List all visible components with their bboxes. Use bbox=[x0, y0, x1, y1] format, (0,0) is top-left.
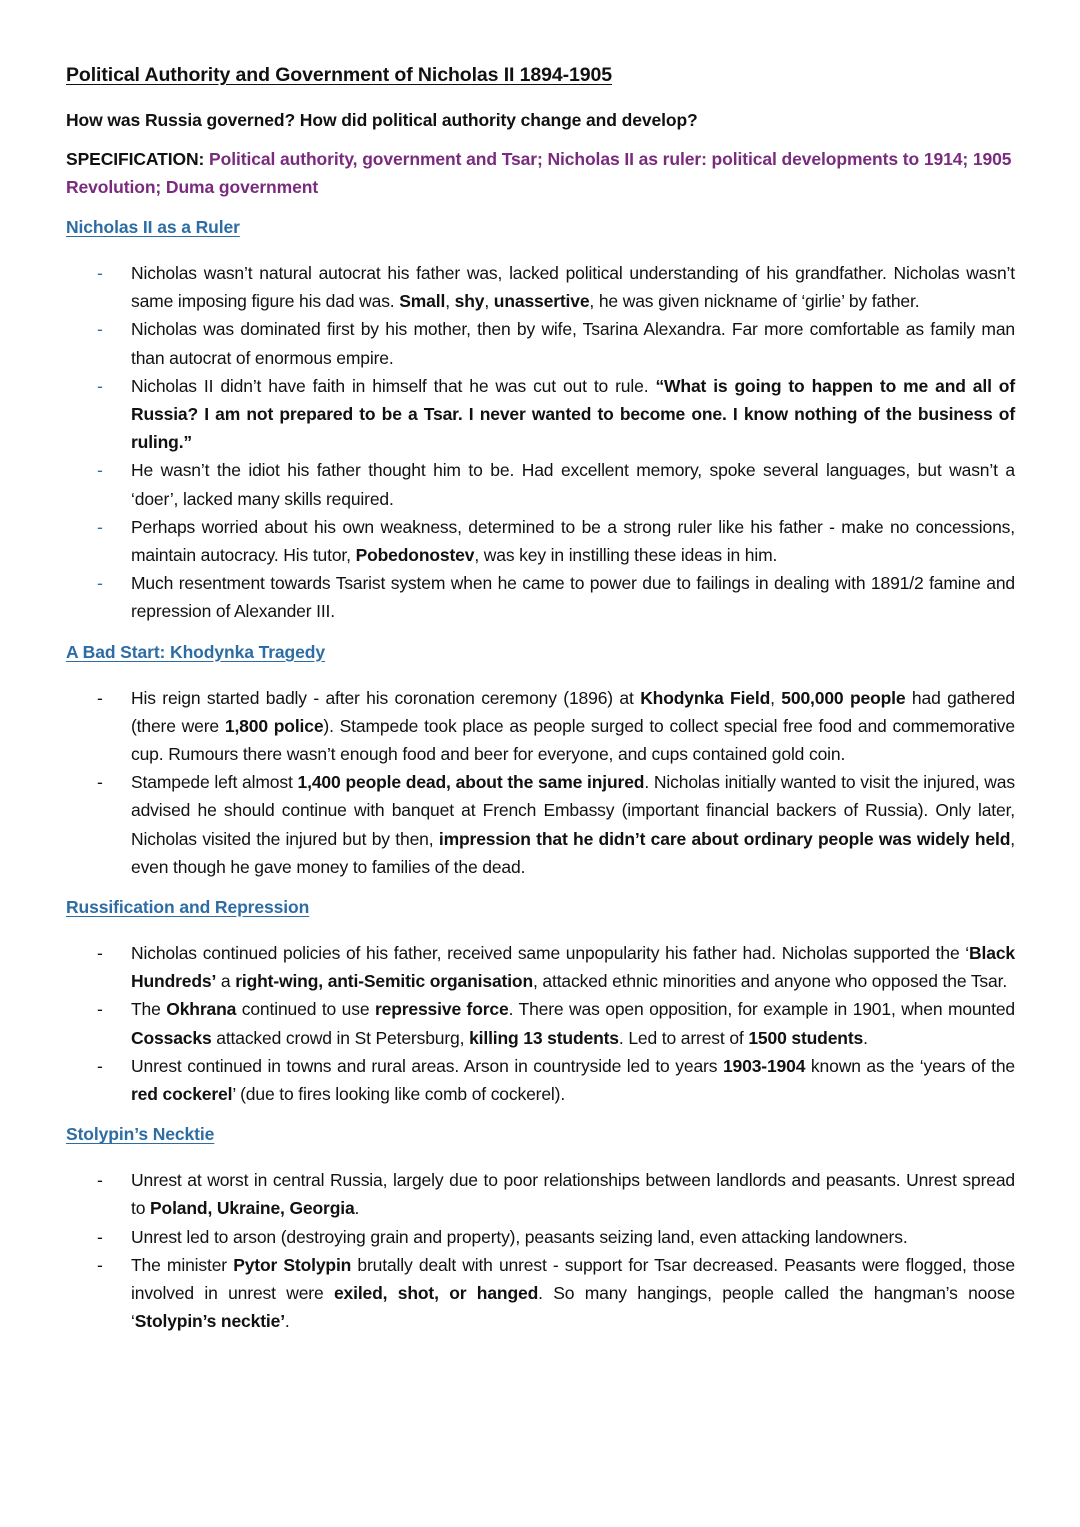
body-text: Stampede left almost bbox=[131, 772, 298, 793]
bullet-dash: - bbox=[97, 516, 103, 537]
body-text: known as the ‘years of the bbox=[805, 1055, 1015, 1076]
body-text: . Nicholas initially wanted to visit the injured, was advised he should continue with banquet at French Embassy (important financial backers of Russia). Only later, Nicholas visited the injured but by then, bbox=[131, 772, 1015, 849]
bold-text: repressive force bbox=[374, 999, 509, 1020]
bullet-dash: - bbox=[97, 1254, 103, 1275]
bullet-item bbox=[66, 1052, 1015, 1108]
bold-text: Okhrana bbox=[166, 999, 237, 1020]
bold-text: 1500 students bbox=[748, 1027, 864, 1048]
body-text: His reign started badly - after his coronation ceremony (1896) at bbox=[131, 687, 641, 708]
bullet-dash: - bbox=[97, 573, 103, 594]
bold-text: Small bbox=[399, 291, 446, 312]
bold-text: Black Hundreds’ bbox=[131, 943, 1015, 992]
body-text: Unrest led to arson (destroying grain and property), peasants seizing land, even attacking landowners. bbox=[131, 1226, 908, 1247]
bold-text: impression that he didn’t care about ordinary people was widely held bbox=[438, 828, 1011, 849]
bullet-dash: - bbox=[97, 1226, 103, 1247]
bullet-item bbox=[66, 513, 1015, 569]
body-text: ’ (due to fires looking like comb of cockerel). bbox=[232, 1084, 566, 1105]
bold-text: Poland, Ukraine, Georgia bbox=[150, 1198, 355, 1219]
body-text: , even though he gave money to families of the dead. bbox=[131, 828, 1016, 877]
body-text: Unrest at worst in central Russia, largely due to poor relationships between landlords and peasants. Unrest spread to bbox=[131, 1170, 1015, 1219]
bullet-item bbox=[66, 1223, 1015, 1251]
bullet-item bbox=[66, 372, 1015, 457]
bold-text: red cockerel bbox=[131, 1084, 233, 1105]
section-stolypin bbox=[66, 1124, 1015, 1335]
bold-text: shy bbox=[454, 291, 485, 312]
body-text: . So many hangings, people called the hangman’s noose ‘ bbox=[131, 1283, 1016, 1332]
bullet-list bbox=[66, 1166, 1015, 1335]
body-text: . bbox=[284, 1311, 290, 1332]
bold-text: exiled, shot, or hanged bbox=[333, 1283, 539, 1304]
body-text: . Led to arrest of bbox=[618, 1027, 749, 1048]
section-heading: A Bad Start: Khodynka Tragedy bbox=[66, 641, 326, 662]
body-text: . bbox=[354, 1198, 360, 1219]
bold-text: Pobedonostev bbox=[355, 545, 475, 566]
page-title: Political Authority and Government of Nicholas II 1894-1905 bbox=[66, 64, 613, 86]
bullet-item bbox=[66, 1251, 1015, 1336]
bullet-item bbox=[66, 456, 1015, 512]
bold-text: 1,400 people dead, about the same injured bbox=[297, 772, 645, 793]
bullet-dash: - bbox=[97, 943, 103, 964]
bold-text: Pytor Stolypin bbox=[233, 1254, 352, 1275]
bold-text: Khodynka Field bbox=[640, 687, 771, 708]
body-text: Nicholas II didn’t have faith in himself that he was cut out to rule. bbox=[131, 375, 656, 396]
body-text: Much resentment towards Tsarist system when he came to power due to failings in dealing with 1891/2 famine and repression of Alexander III. bbox=[131, 573, 1015, 622]
bold-text: right-wing, anti-Semitic organisation bbox=[235, 971, 533, 992]
specification bbox=[66, 145, 1015, 201]
bullet-dash: - bbox=[97, 319, 103, 340]
bold-text: killing 13 students bbox=[469, 1027, 619, 1048]
bullet-dash: - bbox=[97, 1055, 103, 1076]
body-text: , bbox=[445, 291, 455, 312]
body-text: had gathered (there were bbox=[131, 687, 1015, 736]
bullet-dash: - bbox=[97, 460, 103, 481]
body-text: Nicholas was dominated first by his mother, then by wife, Tsarina Alexandra. Far more comfortable as family man than autocrat of enormous empire. bbox=[131, 319, 1015, 368]
specification-text: Political authority, government and Tsar; Nicholas II as ruler: political developments to 1914; 1905 Revolution; Duma government bbox=[66, 149, 1012, 197]
bullet-item bbox=[66, 995, 1015, 1051]
bullet-dash: - bbox=[97, 687, 103, 708]
section-ruler bbox=[66, 217, 1015, 626]
bullet-list bbox=[66, 684, 1015, 881]
bold-text: “What is going to happen to me and all of Russia? I am not prepared to be a Tsar. I never wanted to become one. I know nothing of the business of ruling.” bbox=[131, 375, 1016, 453]
bullet-item bbox=[66, 768, 1015, 881]
body-text: brutally dealt with unrest - support for Tsar decreased. Peasants were flogged, those involved in unrest were bbox=[131, 1254, 1015, 1304]
body-text: , bbox=[770, 687, 782, 708]
bullet-dash: - bbox=[97, 1170, 103, 1191]
body-text: , attacked ethnic minorities and anyone who opposed the Tsar. bbox=[533, 971, 1008, 992]
bold-text: unassertive bbox=[493, 291, 590, 312]
bullet-dash: - bbox=[97, 375, 103, 396]
body-text: , was key in instilling these ideas in him. bbox=[474, 545, 778, 566]
bullet-item bbox=[66, 939, 1015, 995]
document-page bbox=[66, 64, 1015, 1336]
bullet-dash: - bbox=[97, 772, 103, 793]
bullet-list bbox=[66, 259, 1015, 626]
section-russification bbox=[66, 897, 1015, 1108]
body-text: , he was given nickname of ‘girlie’ by father. bbox=[589, 291, 920, 312]
body-text: continued to use bbox=[236, 999, 375, 1020]
section-heading: Nicholas II as a Ruler bbox=[66, 217, 240, 237]
guiding-question: How was Russia governed? How did political authority change and develop? bbox=[66, 110, 698, 130]
section-khodynka bbox=[66, 642, 1015, 881]
body-text: . bbox=[863, 1027, 868, 1048]
bullet-list bbox=[66, 939, 1015, 1108]
bold-text: Cossacks bbox=[131, 1027, 212, 1048]
body-text: Nicholas continued policies of his father, received same unpopularity his father had. Nicholas supported the ‘ bbox=[131, 943, 970, 964]
body-text: Nicholas wasn’t natural autocrat his father was, lacked political understanding of his grandfather. Nicholas wasn’t same imposing figure his dad was. bbox=[131, 263, 1015, 312]
body-text: attacked crowd in St Petersburg, bbox=[211, 1027, 470, 1048]
bullet-item bbox=[66, 315, 1015, 371]
bullet-item bbox=[66, 684, 1015, 769]
body-text: . There was open opposition, for example in 1901, when mounted bbox=[508, 999, 1016, 1020]
section-heading: Stolypin’s Necktie bbox=[66, 1124, 215, 1145]
bold-text: Stolypin’s necktie’ bbox=[134, 1311, 285, 1332]
body-text: a bbox=[216, 971, 236, 992]
body-text: ). Stampede took place as people surged to collect special free food and commemorative cup. Rumours there wasn’t enough food and beer for everyone, and cups contained gold coin. bbox=[131, 715, 1015, 765]
section-heading: Russification and Repression bbox=[66, 897, 310, 918]
bullet-dash: - bbox=[97, 263, 103, 283]
body-text: The bbox=[131, 999, 167, 1020]
bold-text: 1903-1904 bbox=[722, 1055, 806, 1076]
body-text: Perhaps worried about his own weakness, determined to be a strong ruler like his father - make no concessions, maintain autocracy. His tutor, bbox=[131, 516, 1015, 566]
bullet-item bbox=[66, 569, 1015, 625]
bullet-item bbox=[66, 1166, 1015, 1222]
bullet-item bbox=[66, 259, 1015, 315]
specification-label: SPECIFICATION: bbox=[66, 149, 210, 169]
bold-text: 1,800 police bbox=[224, 715, 324, 736]
body-text: He wasn’t the idiot his father thought him to be. Had excellent memory, spoke several languages, but wasn’t a ‘doer’, lacked many skills required. bbox=[131, 460, 1015, 509]
bold-text: 500,000 people bbox=[781, 687, 906, 708]
body-text: The minister bbox=[131, 1254, 234, 1275]
body-text: , bbox=[484, 291, 494, 312]
bullet-dash: - bbox=[97, 999, 103, 1020]
body-text: Unrest continued in towns and rural areas. Arson in countryside led to years bbox=[131, 1055, 723, 1076]
